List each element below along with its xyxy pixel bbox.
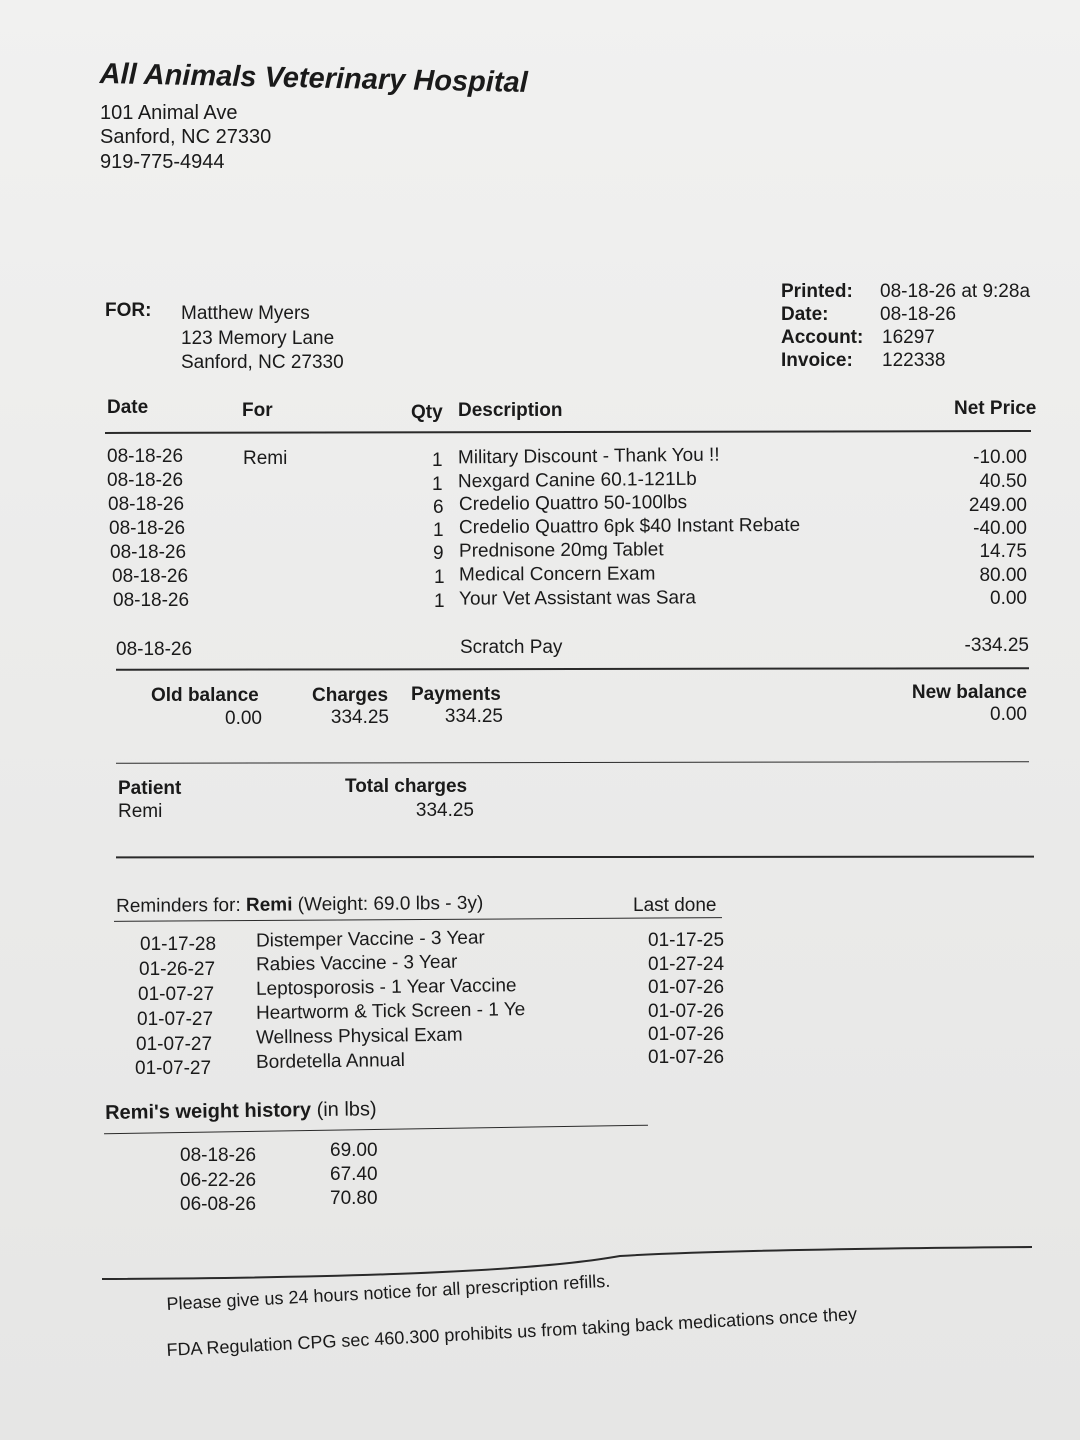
reminder-name: Bordetella Annual [255,1049,406,1074]
reminder-due-date: 01-07-27 [136,1034,213,1055]
weight-history-title: Remi's weight history [105,1099,312,1124]
line-item-qty: 9 [433,543,444,564]
line-item-qty: 1 [434,567,445,588]
reminder-last-done: 01-07-26 [648,977,725,998]
weight-date: 08-18-26 [180,1145,257,1166]
reminder-due-date: 01-07-27 [137,1009,214,1030]
footer-note-refills: Please give us 24 hours notice for all prescription refills. [166,1270,611,1314]
reminders-heading [116,893,483,918]
line-item-date: 08-18-26 [107,446,184,467]
new-balance-value: 0.00 [990,704,1027,725]
col-header-description: Description [458,400,563,421]
line-item-date: 08-18-26 [108,494,185,515]
reminder-name: Heartworm & Tick Screen - 1 Ye [255,999,526,1024]
invoice-value: 122338 [882,350,946,371]
for-label: FOR: [105,300,152,321]
new-balance-label: New balance [911,682,1027,703]
line-item-price: 0.00 [990,588,1027,609]
line-item-patient: Remi [243,448,288,469]
account-label: Account: [781,327,864,348]
reminder-name: Rabies Vaccine - 3 Year [255,951,458,976]
line-item-date: 08-18-26 [110,542,187,563]
reminder-last-done: 01-07-26 [648,1024,725,1045]
client-address-line1: 123 Memory Lane [181,328,335,349]
line-item-qty: 1 [434,591,445,612]
balance-rule [116,761,1029,764]
line-item-date: 08-18-26 [113,590,190,611]
col-header-net-price: Net Price [954,398,1037,419]
hospital-address-line1: 101 Animal Ave [100,102,238,124]
patient-rule [116,856,1034,859]
reminder-due-date: 01-07-27 [135,1058,212,1079]
total-charges-label: Total charges [345,776,468,797]
line-item-description: Military Discount - Thank You !! [457,444,720,469]
reminder-due-date: 01-07-27 [138,984,215,1005]
charges-value: 334.25 [330,707,389,728]
printed-label: Printed: [781,281,853,302]
line-item-description: Nexgard Canine 60.1-121Lb [457,468,697,493]
payment-date: 08-18-26 [116,639,193,660]
reminder-name: Distemper Vaccine - 3 Year [255,927,485,952]
header-rule [105,430,1031,434]
line-item-date: 08-18-26 [112,566,189,587]
line-item-price: -40.00 [973,518,1027,539]
line-item-description: Prednisone 20mg Tablet [458,539,664,562]
reminder-name: Leptosporosis - 1 Year Vaccine [255,975,517,1000]
account-value: 16297 [882,327,935,348]
client-name: Matthew Myers [181,303,310,324]
weight-history-unit: (in lbs) [316,1098,377,1122]
weight-value: 67.40 [330,1164,378,1185]
col-header-qty: Qty [411,402,443,423]
old-balance-label: Old balance [151,685,259,706]
reminder-last-done: 01-07-26 [648,1047,725,1068]
weight-date: 06-08-26 [180,1194,257,1215]
reminder-last-done: 01-17-25 [648,930,725,951]
total-charges-value: 334.25 [415,800,474,821]
line-item-price: 14.75 [979,541,1027,562]
old-balance-value: 0.00 [225,708,262,729]
line-item-qty: 6 [433,497,444,518]
weight-value: 69.00 [330,1140,378,1161]
last-done-label: Last done [633,895,717,916]
col-header-for: For [242,400,273,421]
payments-label: Payments [411,684,501,705]
payment-amount: -334.25 [964,635,1029,656]
invoice-label: Invoice: [781,350,853,371]
charges-label: Charges [312,685,389,706]
line-item-description: Credelio Quattro 6pk $40 Instant Rebate [458,514,801,539]
weight-history-rule [104,1125,648,1135]
line-item-qty: 1 [432,450,443,471]
line-item-date: 08-18-26 [107,470,184,491]
reminders-rule [114,917,722,922]
reminders-patient: Remi [245,894,293,916]
line-item-price: 249.00 [968,495,1027,516]
col-header-date: Date [107,397,149,418]
weight-value: 70.80 [330,1188,378,1209]
reminders-weight-note: (Weight: 69.0 lbs - 3y) [297,892,484,916]
line-item-price: 80.00 [979,565,1027,586]
line-item-price: -10.00 [973,447,1027,468]
items-rule [116,667,1029,671]
client-address-line2: Sanford, NC 27330 [181,352,344,373]
reminder-last-done: 01-27-24 [648,954,725,975]
reminder-due-date: 01-26-27 [139,959,216,980]
weight-date: 06-22-26 [180,1170,257,1191]
line-item-qty: 1 [433,520,444,541]
patient-label: Patient [118,778,182,799]
reminders-prefix: Reminders for: [116,894,241,917]
reminder-due-date: 01-17-28 [140,934,217,955]
line-item-description: Medical Concern Exam [458,563,656,586]
date-value: 08-18-26 [880,304,957,325]
line-item-description: Credelio Quattro 50-100lbs [458,492,688,515]
patient-name: Remi [118,801,163,822]
footer-note-fda: FDA Regulation CPG sec 460.300 prohibits us from taking back medications once they [166,1303,858,1360]
line-item-qty: 1 [432,474,443,495]
hospital-phone: 919-775-4944 [100,151,225,173]
reminder-name: Wellness Physical Exam [255,1024,463,1049]
date-label: Date: [781,304,829,325]
weight-history-heading [105,1098,377,1125]
reminder-last-done: 01-07-26 [648,1001,725,1022]
printed-value: 08-18-26 at 9:28a [880,281,1031,302]
payment-description: Scratch Pay [460,637,563,658]
line-item-date: 08-18-26 [109,518,186,539]
hospital-name: All Animals Veterinary Hospital [99,58,529,99]
line-item-price: 40.50 [979,471,1027,492]
line-item-description: Your Vet Assistant was Sara [458,587,696,610]
payments-value: 334.25 [444,706,503,727]
hospital-address-line2: Sanford, NC 27330 [100,126,272,148]
